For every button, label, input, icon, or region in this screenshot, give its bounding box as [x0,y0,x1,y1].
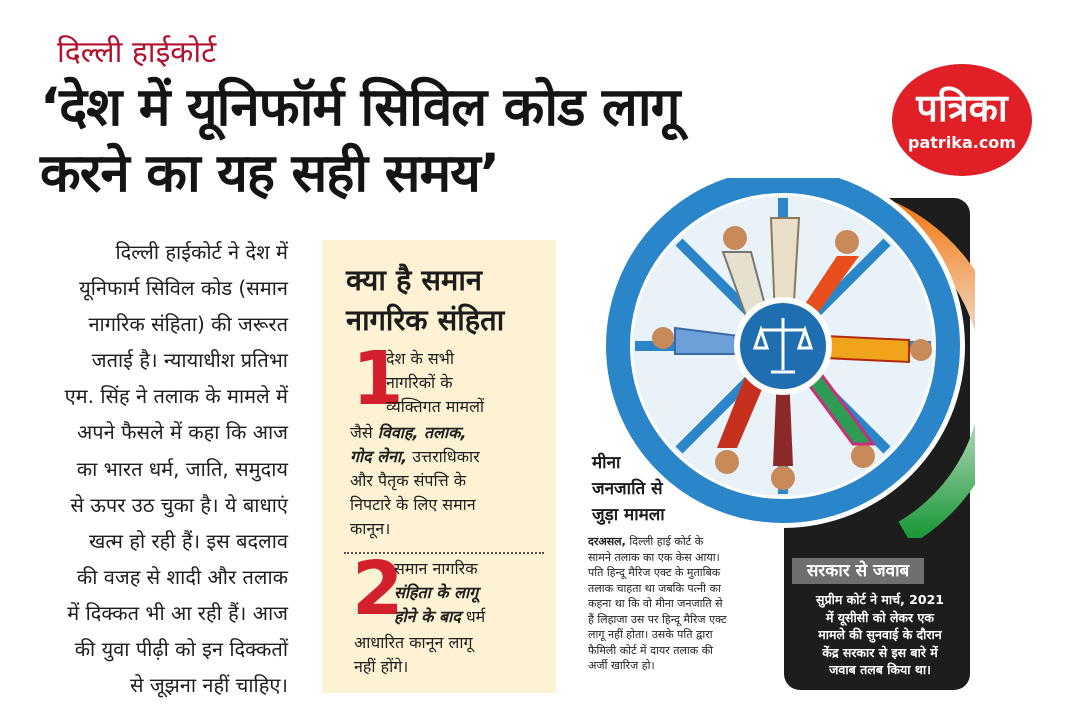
point-2-text: धर्म [460,607,486,626]
case-line: कहना था कि वो मीना जनजाति से [588,597,723,610]
section-kicker: दिल्ली हाईकोर्ट [57,35,217,70]
case-line: लागू नहीं होता। उसके पति द्वारा [588,628,713,641]
brand-name: पत्रिका [916,86,1008,130]
article-body [35,234,288,703]
case-title-line: जुड़ा मामला [592,505,665,525]
body-line: एम. सिंह ने तलाक के मामले में [64,384,288,409]
case-sidebar-title [592,450,732,528]
point-2-line [394,606,485,628]
case-title-line: मीना [592,453,621,473]
govt-line: मामले की सुनवाई के दौरान [818,627,942,642]
ucc-explainer-box [322,240,556,693]
government-response-text [795,591,965,679]
body-line: दिल्ली हाईकोर्ट ने देश में [115,240,288,264]
case-line [588,534,778,550]
govt-line: सुप्रीम कोर्ट ने मार्च, 2021 [816,592,944,607]
point-1-emphasis: विवाह, तलाक, [377,423,467,442]
point-2-line: आधारित कानून लागू [354,633,473,652]
body-line: जताई है। न्यायाधीश प्रतिभा [91,348,288,373]
body-line: का भारत धर्म, जाति, समुदाय [76,456,288,481]
box-title-line: नागरिक संहिता [346,303,505,337]
point-2-emphasis: होने के बाद [394,607,461,626]
headline-line-1: ‘देश में यूनिफॉर्म सिविल कोड लागू [40,77,680,138]
case-line: पति हिन्दू मैरिज एक्ट के मुताबिक [588,566,721,579]
point-1-line: व्यक्तिगत मामलों [386,397,485,416]
case-line: सामने तलाक का एक केस आया। [588,550,720,564]
body-line: में दिक्कत भी आ रही हैं। आज [67,600,288,625]
case-lead: दरअसल, [588,535,626,548]
box-title-line: क्या है समान [346,263,482,297]
point-1-line [350,422,466,444]
point-1-line [350,446,480,468]
case-line: फैमिली कोर्ट में दायर तलाक की [588,643,714,657]
body-line: की वजह से शादी और तलाक [76,564,288,589]
point-1-text: उत्तराधिकार [407,447,480,466]
point-1-line: नागरिकों के [386,373,453,392]
case-line: हैं लिहाजा उस पर हिन्दू मैरिज एक्ट [588,612,727,626]
point-1-line: कानून। [350,519,391,538]
patrika-logo [892,64,1032,176]
govt-line: केंद्र सरकार से इस बारे में [822,644,938,660]
body-line: अपने फैसले में कहा कि आज [77,420,288,445]
body-line: यूनिफार्म सिविल कोड (समान [79,276,288,301]
case-line: अर्जी खारिज हो। [588,659,655,672]
point-1-line: निपटारे के लिए समान [350,495,476,514]
point-2-line: समान नागरिक [394,559,478,578]
point-1-text: जैसे [350,423,378,442]
government-response-label: सरकार से जवाब [792,558,924,584]
body-line: नागरिक संहिता) की जरूरत [88,312,288,337]
point-2-emphasis: संहिता के लागू [394,583,479,602]
case-line: तलाक चाहता था जबकि पत्नी का [588,581,721,595]
body-line: से जूझना नहीं चाहिए। [129,673,288,698]
headline-line-2: करने का यह सही समय’ [40,143,500,204]
point-1-line: और पैतृक संपत्ति के [350,471,467,490]
point-number-1: 1 [352,336,404,422]
body-line: की युवा पीढ़ी को इन दिक्कतों [74,637,288,662]
govt-line: जवाब तलब किया था। [829,662,931,677]
case-sidebar-body [588,534,778,674]
case-text: दिल्ली हाई कोर्ट के [625,535,704,548]
body-line: से ऊपर उठ चुका है। ये बाधाएं [70,492,288,517]
body-line: खत्म हो रही हैं। इस बदलाव [89,528,288,553]
point-2-line [394,582,478,604]
case-title-line: जनजाति से [592,479,663,499]
point-1-line: देश के सभी [386,349,455,368]
brand-url: patrika.com [908,133,1016,152]
point-2-line: नहीं होंगे। [354,657,409,676]
govt-line: में यूसीसी को लेकर एक [825,609,935,625]
point-1-emphasis: गोद लेना, [350,447,408,466]
box-title [346,260,546,340]
point-number-2: 2 [352,546,404,632]
